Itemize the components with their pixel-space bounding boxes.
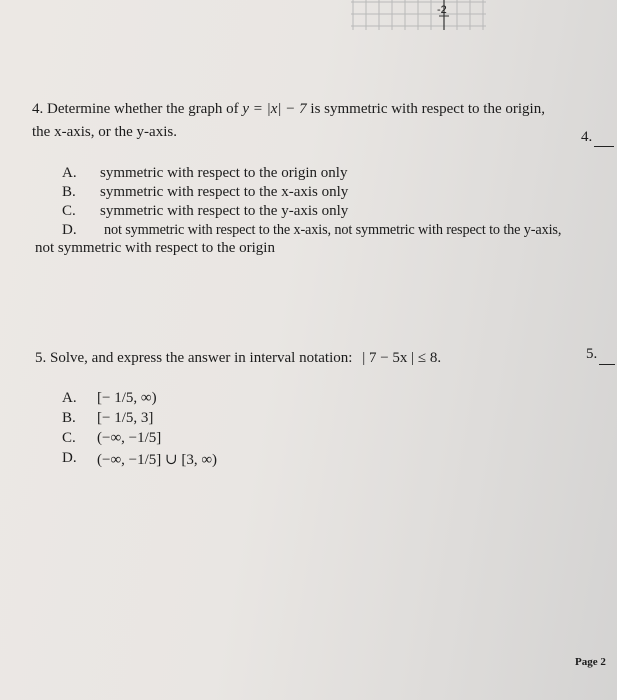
question-4-equation: y = |x| − 7: [242, 101, 307, 117]
choice-text: not symmetric with respect to the x-axis, not symmetric with respect to the y-axis,: [104, 222, 562, 238]
choice-text: (−∞, −1/5] ∪ [3, ∞): [97, 452, 218, 468]
choice-letter: A.: [62, 390, 77, 406]
choice-letter: C.: [62, 203, 76, 219]
page-number: Page 2: [575, 656, 606, 668]
choice-letter: B.: [62, 184, 76, 200]
choice-text: (−∞, −1/5]: [97, 430, 162, 446]
choice-letter: B.: [62, 410, 76, 426]
question-4-prompt: [32, 101, 545, 118]
question-4-prompt-line2: the x-axis, or the y-axis.: [32, 124, 177, 140]
question-5-answer-blank[interactable]: [599, 364, 615, 365]
choice-text: symmetric with respect to the origin only: [100, 165, 348, 181]
question-5-inequality: | 7 − 5x | ≤ 8.: [362, 350, 442, 366]
choice-letter: C.: [62, 430, 76, 446]
graph-fragment: [351, 0, 486, 30]
question-4-answer-label: 4.: [581, 129, 593, 145]
choice-text: symmetric with respect to the x-axis only: [100, 184, 349, 200]
choice-text: [− 1/5, 3]: [97, 410, 154, 426]
choice-text: symmetric with respect to the y-axis only: [100, 203, 349, 219]
choice-letter: A.: [62, 165, 77, 181]
question-5-prompt: [35, 350, 441, 367]
question-5-answer-label: 5.: [586, 346, 598, 362]
choice-letter: D.: [62, 450, 77, 466]
question-5-text: 5. Solve, and express the answer in interval notation:: [35, 350, 353, 366]
graph-tick-label: -2: [437, 4, 447, 16]
choice-letter: D.: [62, 222, 77, 238]
question-4-answer-blank[interactable]: [594, 146, 614, 147]
choice-text-continued: not symmetric with respect to the origin: [35, 240, 275, 256]
question-4-text-part2: is symmetric with respect to the origin,: [306, 101, 545, 117]
question-4-text-part1: 4. Determine whether the graph of: [32, 101, 243, 117]
choice-text: [− 1/5, ∞): [97, 390, 157, 406]
